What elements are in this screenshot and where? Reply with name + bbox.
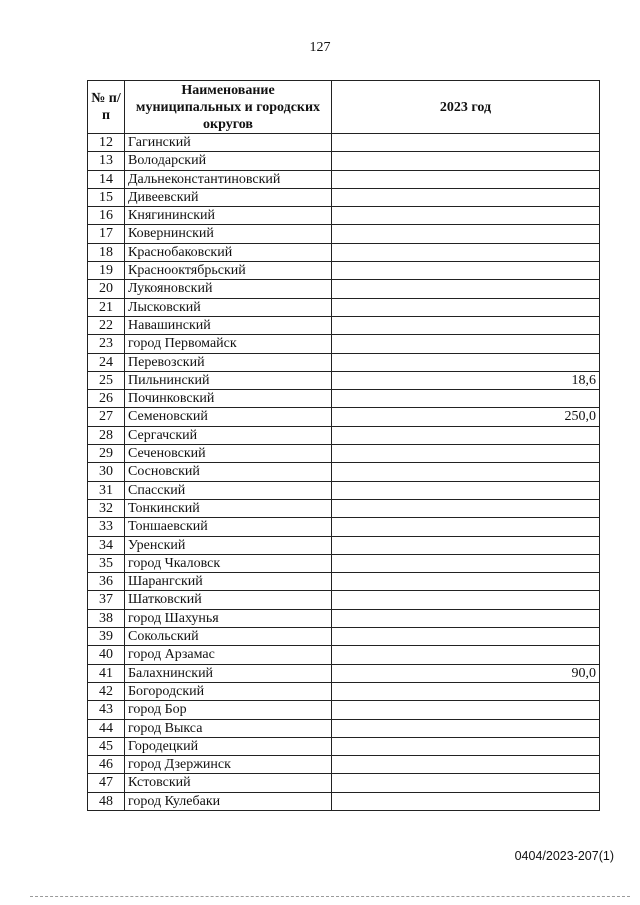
municipality-name: город Чкаловск [125, 554, 332, 572]
value-2023 [332, 554, 600, 572]
municipality-name: Сокольский [125, 628, 332, 646]
row-number: 20 [88, 280, 125, 298]
municipality-name: Навашинский [125, 316, 332, 334]
table-row [88, 609, 600, 627]
table-row [88, 243, 600, 261]
value-2023 [332, 390, 600, 408]
table-header [88, 81, 600, 134]
municipality-name: Починковский [125, 390, 332, 408]
value-2023 [332, 335, 600, 353]
row-number: 32 [88, 499, 125, 517]
table-row [88, 719, 600, 737]
municipality-name: Володарский [125, 152, 332, 170]
municipality-name: город Бор [125, 701, 332, 719]
table-row [88, 280, 600, 298]
table-row [88, 756, 600, 774]
municipality-name: Дивеевский [125, 188, 332, 206]
table-row [88, 664, 600, 682]
value-2023 [332, 792, 600, 810]
value-2023 [332, 225, 600, 243]
table-row [88, 701, 600, 719]
value-2023 [332, 573, 600, 591]
municipality-name: Балахнинский [125, 664, 332, 682]
municipality-name: Кстовский [125, 774, 332, 792]
value-2023 [332, 499, 600, 517]
municipality-name: город Дзержинск [125, 756, 332, 774]
value-2023 [332, 134, 600, 152]
document-code: 0404/2023-207(1) [514, 849, 614, 863]
table-row [88, 371, 600, 389]
value-2023 [332, 591, 600, 609]
value-2023 [332, 682, 600, 700]
value-2023 [332, 701, 600, 719]
row-number: 17 [88, 225, 125, 243]
value-2023 [332, 481, 600, 499]
value-2023 [332, 609, 600, 627]
table-row [88, 682, 600, 700]
row-number: 12 [88, 134, 125, 152]
table-row [88, 536, 600, 554]
row-number: 33 [88, 518, 125, 536]
value-2023 [332, 646, 600, 664]
municipality-name: Перевозский [125, 353, 332, 371]
table-row [88, 481, 600, 499]
municipality-name: город Выкса [125, 719, 332, 737]
table-row [88, 554, 600, 572]
value-2023 [332, 445, 600, 463]
table-row [88, 628, 600, 646]
row-number: 35 [88, 554, 125, 572]
value-2023 [332, 774, 600, 792]
row-number: 15 [88, 188, 125, 206]
row-number: 44 [88, 719, 125, 737]
row-number: 39 [88, 628, 125, 646]
table-row [88, 225, 600, 243]
municipality-name: Сеченовский [125, 445, 332, 463]
municipality-name: Сергачский [125, 426, 332, 444]
municipality-name: Богородский [125, 682, 332, 700]
value-2023 [332, 426, 600, 444]
header-name: Наименование муниципальных и городских округов [125, 81, 332, 134]
value-2023 [332, 518, 600, 536]
row-number: 43 [88, 701, 125, 719]
value-2023 [332, 463, 600, 481]
table-row [88, 170, 600, 188]
value-2023 [332, 737, 600, 755]
municipality-name: Спасский [125, 481, 332, 499]
value-2023: 90,0 [332, 664, 600, 682]
value-2023 [332, 207, 600, 225]
municipality-name: город Кулебаки [125, 792, 332, 810]
table-row [88, 737, 600, 755]
row-number: 48 [88, 792, 125, 810]
table-body [88, 134, 600, 811]
row-number: 46 [88, 756, 125, 774]
row-number: 25 [88, 371, 125, 389]
value-2023: 18,6 [332, 371, 600, 389]
row-number: 41 [88, 664, 125, 682]
table-row [88, 426, 600, 444]
municipal-budget-table [87, 80, 600, 811]
value-2023 [332, 188, 600, 206]
row-number: 47 [88, 774, 125, 792]
municipality-name: Лукояновский [125, 280, 332, 298]
table-row [88, 188, 600, 206]
municipality-name: Дальнеконстантиновский [125, 170, 332, 188]
table-row [88, 390, 600, 408]
row-number: 26 [88, 390, 125, 408]
value-2023 [332, 298, 600, 316]
table-row [88, 573, 600, 591]
value-2023 [332, 536, 600, 554]
row-number: 19 [88, 262, 125, 280]
table-row [88, 445, 600, 463]
municipality-name: город Первомайск [125, 335, 332, 353]
table-row [88, 463, 600, 481]
row-number: 34 [88, 536, 125, 554]
municipality-name: Тоншаевский [125, 518, 332, 536]
row-number: 37 [88, 591, 125, 609]
value-2023 [332, 152, 600, 170]
municipality-name: Краснобаковский [125, 243, 332, 261]
row-number: 38 [88, 609, 125, 627]
row-number: 30 [88, 463, 125, 481]
row-number: 23 [88, 335, 125, 353]
row-number: 40 [88, 646, 125, 664]
value-2023 [332, 353, 600, 371]
municipality-name: Ковернинский [125, 225, 332, 243]
row-number: 36 [88, 573, 125, 591]
row-number: 27 [88, 408, 125, 426]
table-row [88, 134, 600, 152]
header-number: № п/п [88, 81, 125, 134]
municipality-name: город Арзамас [125, 646, 332, 664]
municipality-name: Краснооктябрьский [125, 262, 332, 280]
municipality-name: Тонкинский [125, 499, 332, 517]
value-2023 [332, 243, 600, 261]
value-2023 [332, 628, 600, 646]
table-row [88, 152, 600, 170]
municipality-name: Княгининский [125, 207, 332, 225]
row-number: 45 [88, 737, 125, 755]
table-row [88, 207, 600, 225]
row-number: 21 [88, 298, 125, 316]
table-row [88, 591, 600, 609]
row-number: 42 [88, 682, 125, 700]
value-2023 [332, 756, 600, 774]
row-number: 29 [88, 445, 125, 463]
municipality-name: город Шахунья [125, 609, 332, 627]
table-row [88, 335, 600, 353]
municipality-name: Уренский [125, 536, 332, 554]
row-number: 31 [88, 481, 125, 499]
row-number: 18 [88, 243, 125, 261]
municipality-name: Лысковский [125, 298, 332, 316]
row-number: 13 [88, 152, 125, 170]
municipality-name: Семеновский [125, 408, 332, 426]
value-2023 [332, 170, 600, 188]
row-number: 22 [88, 316, 125, 334]
municipality-name: Шарангский [125, 573, 332, 591]
value-2023 [332, 262, 600, 280]
municipality-name: Городецкий [125, 737, 332, 755]
table-row [88, 316, 600, 334]
value-2023 [332, 719, 600, 737]
table-row [88, 499, 600, 517]
row-number: 16 [88, 207, 125, 225]
value-2023 [332, 280, 600, 298]
table-row [88, 298, 600, 316]
value-2023: 250,0 [332, 408, 600, 426]
scan-edge-line [30, 896, 630, 897]
municipality-name: Сосновский [125, 463, 332, 481]
header-row [88, 81, 600, 134]
table-row [88, 774, 600, 792]
municipality-name: Шатковский [125, 591, 332, 609]
page-number: 127 [309, 40, 331, 55]
municipality-name: Пильнинский [125, 371, 332, 389]
table-row [88, 353, 600, 371]
table-row [88, 408, 600, 426]
row-number: 28 [88, 426, 125, 444]
table-row [88, 262, 600, 280]
header-year: 2023 год [332, 81, 600, 134]
municipality-name: Гагинский [125, 134, 332, 152]
row-number: 24 [88, 353, 125, 371]
table-row [88, 518, 600, 536]
table-row [88, 792, 600, 810]
row-number: 14 [88, 170, 125, 188]
value-2023 [332, 316, 600, 334]
table-row [88, 646, 600, 664]
